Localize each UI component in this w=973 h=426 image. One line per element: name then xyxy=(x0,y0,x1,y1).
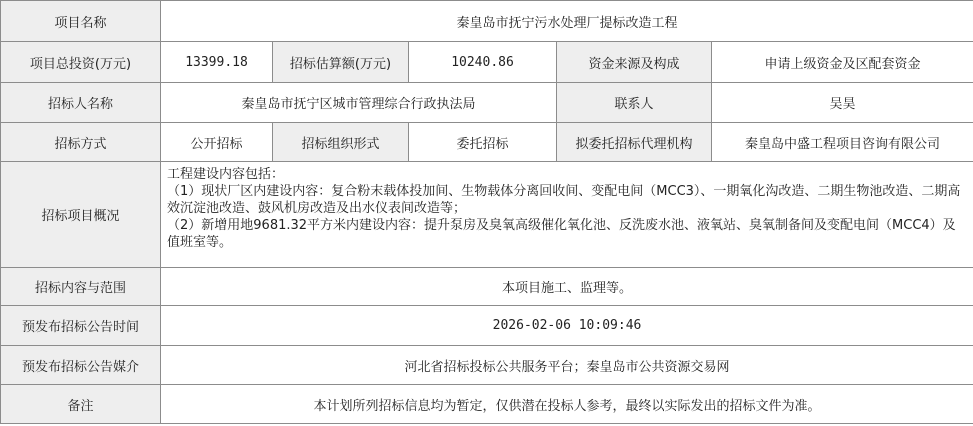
method-label: 招标方式 xyxy=(1,123,161,162)
project-name-value: 秦皇岛市抚宁污水处理厂提标改造工程 xyxy=(161,1,973,42)
estimate-value: 10240.86 xyxy=(409,42,557,83)
remarks-row xyxy=(1,385,973,424)
overview-label: 招标项目概况 xyxy=(1,162,161,268)
overview-text xyxy=(161,162,973,268)
notice-media-row xyxy=(1,346,973,385)
agency-value: 秦皇岛中盛工程项目咨询有限公司 xyxy=(712,123,973,162)
total-investment-label: 项目总投资(万元) xyxy=(1,42,161,83)
scope-value: 本项目施工、监理等。 xyxy=(161,268,973,306)
investment-row xyxy=(1,42,973,83)
agency-label: 拟委托招标代理机构 xyxy=(557,123,712,162)
tenderer-label: 招标人名称 xyxy=(1,83,161,123)
total-investment-value: 13399.18 xyxy=(161,42,273,83)
funding-value: 申请上级资金及区配套资金 xyxy=(712,42,973,83)
scope-label: 招标内容与范围 xyxy=(1,268,161,306)
notice-media-value: 河北省招标投标公共服务平台；秦皇岛市公共资源交易网 xyxy=(161,346,973,385)
remarks-value: 本计划所列招标信息均为暂定，仅供潜在投标人参考，最终以实际发出的招标文件为准。 xyxy=(161,385,973,424)
org-form-label: 招标组织形式 xyxy=(273,123,409,162)
notice-time-row xyxy=(1,306,973,346)
org-form-value: 委托招标 xyxy=(409,123,557,162)
method-row xyxy=(1,123,973,162)
project-name-label: 项目名称 xyxy=(1,1,161,42)
scope-row xyxy=(1,268,973,306)
tenderer-value: 秦皇岛市抚宁区城市管理综合行政执法局 xyxy=(161,83,557,123)
remarks-label: 备注 xyxy=(1,385,161,424)
contact-label: 联系人 xyxy=(557,83,712,123)
contact-value: 吴昊 xyxy=(712,83,973,123)
overview-line-1: （1）现状厂区内建设内容：复合粉末载体投加间、生物载体分离回收间、变配电间（MCC3）、一期氧化沟改造、二期生物池改造、二期高效沉淀池改造、鼓风机房改造及出水仪表间改造等； xyxy=(167,184,961,216)
funding-label: 资金来源及构成 xyxy=(557,42,712,83)
tenderer-row xyxy=(1,83,973,123)
method-value: 公开招标 xyxy=(161,123,273,162)
estimate-label: 招标估算额(万元) xyxy=(273,42,409,83)
notice-time-value: 2026-02-06 10:09:46 xyxy=(161,306,973,346)
notice-time-label: 预发布招标公告时间 xyxy=(1,306,161,346)
overview-line-2: （2）新增用地9681.32平方米内建设内容：提升泵房及臭氧高级催化氧化池、反洗废水池、液氧站、臭氧制备间及变配电间（MCC4）及值班室等。 xyxy=(167,218,956,250)
project-name-row xyxy=(1,1,973,42)
overview-row xyxy=(1,162,973,268)
notice-media-label: 预发布招标公告媒介 xyxy=(1,346,161,385)
overview-line-intro: 工程建设内容包括： xyxy=(167,167,285,182)
